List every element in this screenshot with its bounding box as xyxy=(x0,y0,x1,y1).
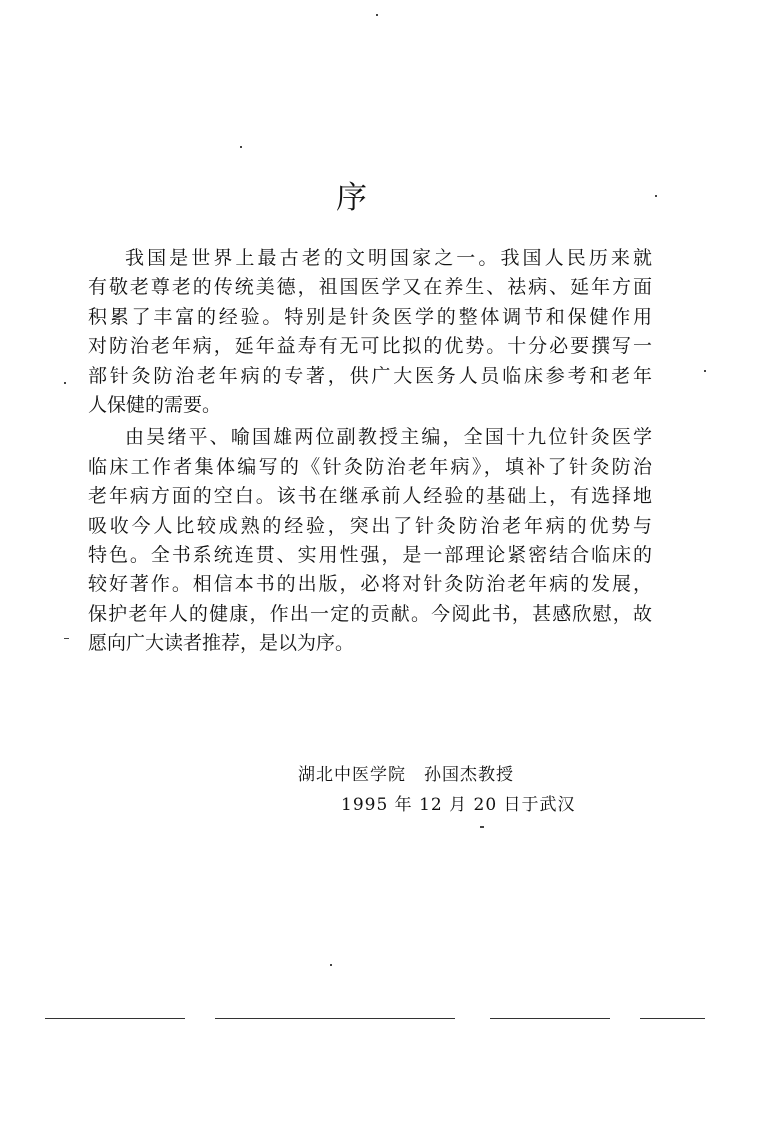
scan-speck xyxy=(240,146,242,148)
text-line: 由吴绪平、喻国雄两位副教授主编，全国十九位针灸医学 xyxy=(125,426,652,448)
text-line: 愿向广大读者推荐，是以为序。 xyxy=(88,632,355,654)
text-line: 有敬老尊老的传统美德，祖国医学又在养生、祛病、延年方面 xyxy=(88,276,652,298)
scan-speck xyxy=(64,638,69,639)
scan-speck xyxy=(480,826,484,828)
scan-speck xyxy=(655,195,657,197)
scan-speck xyxy=(704,370,706,372)
text-line: 对防治老年病，延年益寿有无可比拟的优势。十分必要撰写一 xyxy=(88,335,652,357)
text-line: 吸收今人比较成熟的经验，突出了针灸防治老年病的优势与 xyxy=(88,515,652,537)
text-line: 保护老年人的健康，作出一定的贡献。今阅此书，甚感欣慰，故 xyxy=(88,603,652,625)
scan-rule xyxy=(45,1018,185,1019)
text-line: 我国是世界上最古老的文明国家之一。我国人民历来就 xyxy=(125,247,652,269)
scan-rule xyxy=(640,1018,705,1019)
scan-speck xyxy=(64,382,66,384)
scan-speck xyxy=(376,14,378,16)
text-line: 特色。全书系统连贯、实用性强，是一部理论紧密结合临床的 xyxy=(88,544,652,566)
text-line: 老年病方面的空白。该书在继承前人经验的基础上，有选择地 xyxy=(88,485,652,507)
signature-author: 湖北中医学院 孙国杰教授 xyxy=(298,765,514,785)
text-line: 人保健的需要。 xyxy=(88,394,222,416)
scan-speck xyxy=(330,964,332,966)
signature-date: 1995 年 12 月 20 日于武汉 xyxy=(341,795,576,815)
text-line: 部针灸防治老年病的专著，供广大医务人员临床参考和老年 xyxy=(88,365,652,387)
scan-rule xyxy=(215,1018,455,1019)
text-line: 临床工作者集体编写的《针灸防治老年病》，填补了针灸防治 xyxy=(88,456,652,478)
page-title: 序 xyxy=(336,180,367,216)
text-line: 较好著作。相信本书的出版，必将对针灸防治老年病的发展， xyxy=(88,573,652,595)
text-line: 积累了丰富的经验。特别是针灸医学的整体调节和保健作用 xyxy=(88,306,652,328)
scan-rule xyxy=(490,1018,610,1019)
